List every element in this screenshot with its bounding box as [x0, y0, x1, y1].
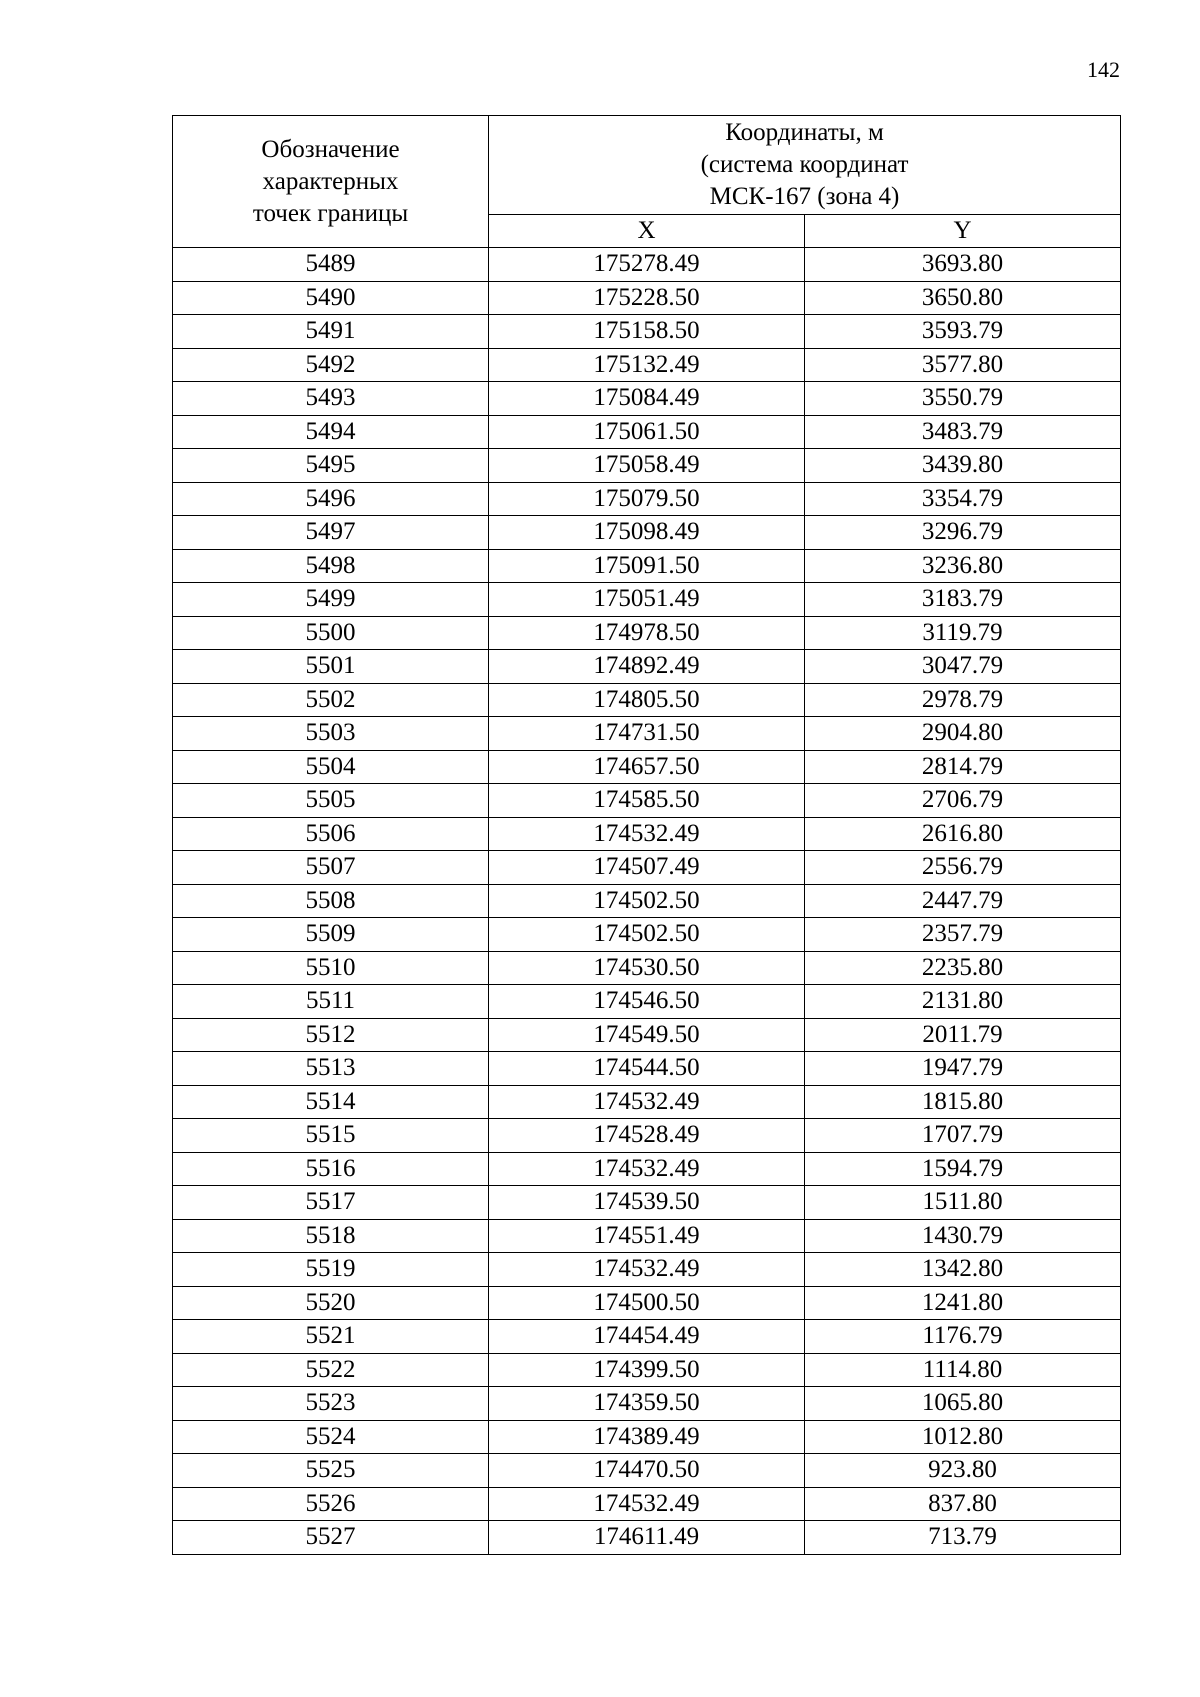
table-row: [173, 1420, 1121, 1454]
point-cell: 5500: [173, 616, 489, 650]
point-cell: 5498: [173, 549, 489, 583]
point-cell: 5516: [173, 1152, 489, 1186]
x-coordinate-cell: 174532.49: [489, 1085, 805, 1119]
y-coordinate-cell: 1430.79: [805, 1219, 1121, 1253]
coords-header-line-2: (система координат: [700, 150, 909, 178]
y-coordinate-cell: 2131.80: [805, 985, 1121, 1019]
x-coordinate-cell: 175051.49: [489, 583, 805, 617]
y-coordinate-cell: 3354.79: [805, 482, 1121, 516]
y-coordinate-cell: 3593.79: [805, 315, 1121, 349]
y-coordinate-cell: 713.79: [805, 1521, 1121, 1555]
table-row: [173, 750, 1121, 784]
header-row-top: [173, 116, 1121, 215]
x-coordinate-cell: 174502.50: [489, 918, 805, 952]
table-row: [173, 1454, 1121, 1488]
point-header-line-2: характерных: [262, 167, 399, 195]
x-coordinate-cell: 174546.50: [489, 985, 805, 1019]
table-row: [173, 1286, 1121, 1320]
x-coordinate-cell: 174551.49: [489, 1219, 805, 1253]
x-coordinate-cell: 175278.49: [489, 248, 805, 282]
table-row: [173, 616, 1121, 650]
y-coordinate-cell: 2814.79: [805, 750, 1121, 784]
y-coordinate-cell: 3577.80: [805, 348, 1121, 382]
y-coordinate-cell: 923.80: [805, 1454, 1121, 1488]
table-row: [173, 884, 1121, 918]
table-row: [173, 1487, 1121, 1521]
point-designation-header: [173, 116, 489, 248]
y-coordinate-cell: 1176.79: [805, 1320, 1121, 1354]
y-coordinate-cell: 1947.79: [805, 1052, 1121, 1086]
x-coordinate-cell: 174359.50: [489, 1387, 805, 1421]
point-cell: 5504: [173, 750, 489, 784]
y-coordinate-cell: 2235.80: [805, 951, 1121, 985]
y-coordinate-cell: 3550.79: [805, 382, 1121, 416]
x-coordinate-cell: 175084.49: [489, 382, 805, 416]
x-coordinate-cell: 174539.50: [489, 1186, 805, 1220]
x-coordinate-cell: 174500.50: [489, 1286, 805, 1320]
y-coordinate-cell: 3483.79: [805, 415, 1121, 449]
y-coordinate-cell: 1342.80: [805, 1253, 1121, 1287]
x-coordinate-cell: 174544.50: [489, 1052, 805, 1086]
y-coordinate-cell: 837.80: [805, 1487, 1121, 1521]
x-coordinate-cell: 174657.50: [489, 750, 805, 784]
table-row: [173, 415, 1121, 449]
point-cell: 5499: [173, 583, 489, 617]
table-row: [173, 348, 1121, 382]
y-coordinate-cell: 1594.79: [805, 1152, 1121, 1186]
table-row: [173, 1320, 1121, 1354]
point-cell: 5524: [173, 1420, 489, 1454]
coords-header-line-1: Координаты, м: [725, 118, 884, 146]
x-coordinate-cell: 174507.49: [489, 851, 805, 885]
y-column-header: Y: [805, 214, 1121, 247]
table-row: [173, 516, 1121, 550]
x-coordinate-cell: 175098.49: [489, 516, 805, 550]
point-cell: 5492: [173, 348, 489, 382]
table-row: [173, 918, 1121, 952]
point-cell: 5526: [173, 1487, 489, 1521]
point-cell: 5519: [173, 1253, 489, 1287]
point-cell: 5494: [173, 415, 489, 449]
table-row: [173, 482, 1121, 516]
table-row: [173, 817, 1121, 851]
point-cell: 5505: [173, 784, 489, 818]
x-coordinate-cell: 174399.50: [489, 1353, 805, 1387]
table-row: [173, 784, 1121, 818]
x-coordinate-cell: 175058.49: [489, 449, 805, 483]
y-coordinate-cell: 1065.80: [805, 1387, 1121, 1421]
point-cell: 5501: [173, 650, 489, 684]
point-cell: 5495: [173, 449, 489, 483]
y-coordinate-cell: 3650.80: [805, 281, 1121, 315]
point-cell: 5511: [173, 985, 489, 1019]
x-coordinate-cell: 174532.49: [489, 1253, 805, 1287]
x-coordinate-cell: 174528.49: [489, 1119, 805, 1153]
table-row: [173, 1119, 1121, 1153]
table-row: [173, 717, 1121, 751]
coords-header-line-3: МСК-167 (зона 4): [709, 182, 900, 210]
point-cell: 5489: [173, 248, 489, 282]
coordinates-table: [172, 115, 1121, 1555]
x-coordinate-cell: 175158.50: [489, 315, 805, 349]
point-cell: 5510: [173, 951, 489, 985]
y-coordinate-cell: 3119.79: [805, 616, 1121, 650]
x-coordinate-cell: 174532.49: [489, 1152, 805, 1186]
point-cell: 5496: [173, 482, 489, 516]
y-coordinate-cell: 3439.80: [805, 449, 1121, 483]
point-header-line-1: Обозначение: [261, 135, 400, 163]
y-coordinate-cell: 3236.80: [805, 549, 1121, 583]
y-coordinate-cell: 2616.80: [805, 817, 1121, 851]
x-coordinate-cell: 175132.49: [489, 348, 805, 382]
y-coordinate-cell: 2706.79: [805, 784, 1121, 818]
table-row: [173, 985, 1121, 1019]
point-cell: 5522: [173, 1353, 489, 1387]
table-row: [173, 1387, 1121, 1421]
x-coordinate-cell: 174530.50: [489, 951, 805, 985]
point-cell: 5521: [173, 1320, 489, 1354]
x-column-header: X: [489, 214, 805, 247]
table-row: [173, 1085, 1121, 1119]
x-coordinate-cell: 174532.49: [489, 817, 805, 851]
table-row: [173, 683, 1121, 717]
point-cell: 5493: [173, 382, 489, 416]
x-coordinate-cell: 174389.49: [489, 1420, 805, 1454]
y-coordinate-cell: 1707.79: [805, 1119, 1121, 1153]
y-coordinate-cell: 2011.79: [805, 1018, 1121, 1052]
y-coordinate-cell: 1241.80: [805, 1286, 1121, 1320]
point-cell: 5507: [173, 851, 489, 885]
table-row: [173, 650, 1121, 684]
y-coordinate-cell: 3047.79: [805, 650, 1121, 684]
y-coordinate-cell: 2357.79: [805, 918, 1121, 952]
point-cell: 5514: [173, 1085, 489, 1119]
x-coordinate-cell: 174611.49: [489, 1521, 805, 1555]
x-coordinate-cell: 174502.50: [489, 884, 805, 918]
y-coordinate-cell: 3183.79: [805, 583, 1121, 617]
table-body: [173, 248, 1121, 1555]
table-row: [173, 315, 1121, 349]
point-cell: 5515: [173, 1119, 489, 1153]
table-row: [173, 1052, 1121, 1086]
table-row: [173, 1018, 1121, 1052]
y-coordinate-cell: 1815.80: [805, 1085, 1121, 1119]
point-cell: 5503: [173, 717, 489, 751]
point-cell: 5502: [173, 683, 489, 717]
table-row: [173, 1152, 1121, 1186]
x-coordinate-cell: 175228.50: [489, 281, 805, 315]
x-coordinate-cell: 174978.50: [489, 616, 805, 650]
point-cell: 5513: [173, 1052, 489, 1086]
point-cell: 5508: [173, 884, 489, 918]
table-row: [173, 382, 1121, 416]
table-row: [173, 281, 1121, 315]
point-cell: 5509: [173, 918, 489, 952]
table-header: [173, 116, 1121, 248]
point-cell: 5506: [173, 817, 489, 851]
x-coordinate-cell: 174892.49: [489, 650, 805, 684]
y-coordinate-cell: 1012.80: [805, 1420, 1121, 1454]
table-row: [173, 1521, 1121, 1555]
table-row: [173, 1186, 1121, 1220]
x-coordinate-cell: 174549.50: [489, 1018, 805, 1052]
point-cell: 5512: [173, 1018, 489, 1052]
x-coordinate-cell: 174454.49: [489, 1320, 805, 1354]
point-cell: 5525: [173, 1454, 489, 1488]
y-coordinate-cell: 3693.80: [805, 248, 1121, 282]
point-header-line-3: точек границы: [252, 199, 409, 227]
table-row: [173, 583, 1121, 617]
y-coordinate-cell: 2978.79: [805, 683, 1121, 717]
table-row: [173, 1353, 1121, 1387]
x-coordinate-cell: 174731.50: [489, 717, 805, 751]
table-row: [173, 449, 1121, 483]
x-coordinate-cell: 174585.50: [489, 784, 805, 818]
point-cell: 5517: [173, 1186, 489, 1220]
point-cell: 5520: [173, 1286, 489, 1320]
point-cell: 5527: [173, 1521, 489, 1555]
coordinates-group-header: [489, 116, 1121, 215]
point-cell: 5523: [173, 1387, 489, 1421]
y-coordinate-cell: 3296.79: [805, 516, 1121, 550]
table-row: [173, 549, 1121, 583]
y-coordinate-cell: 2904.80: [805, 717, 1121, 751]
table-row: [173, 951, 1121, 985]
x-coordinate-cell: 175079.50: [489, 482, 805, 516]
point-cell: 5497: [173, 516, 489, 550]
y-coordinate-cell: 1511.80: [805, 1186, 1121, 1220]
table-row: [173, 248, 1121, 282]
y-coordinate-cell: 2447.79: [805, 884, 1121, 918]
table-row: [173, 1219, 1121, 1253]
x-coordinate-cell: 174805.50: [489, 683, 805, 717]
y-coordinate-cell: 1114.80: [805, 1353, 1121, 1387]
table-row: [173, 1253, 1121, 1287]
y-coordinate-cell: 2556.79: [805, 851, 1121, 885]
point-cell: 5491: [173, 315, 489, 349]
x-coordinate-cell: 174470.50: [489, 1454, 805, 1488]
x-coordinate-cell: 174532.49: [489, 1487, 805, 1521]
page-number: 142: [1087, 57, 1120, 82]
table-row: [173, 851, 1121, 885]
point-cell: 5518: [173, 1219, 489, 1253]
point-cell: 5490: [173, 281, 489, 315]
x-coordinate-cell: 175091.50: [489, 549, 805, 583]
x-coordinate-cell: 175061.50: [489, 415, 805, 449]
